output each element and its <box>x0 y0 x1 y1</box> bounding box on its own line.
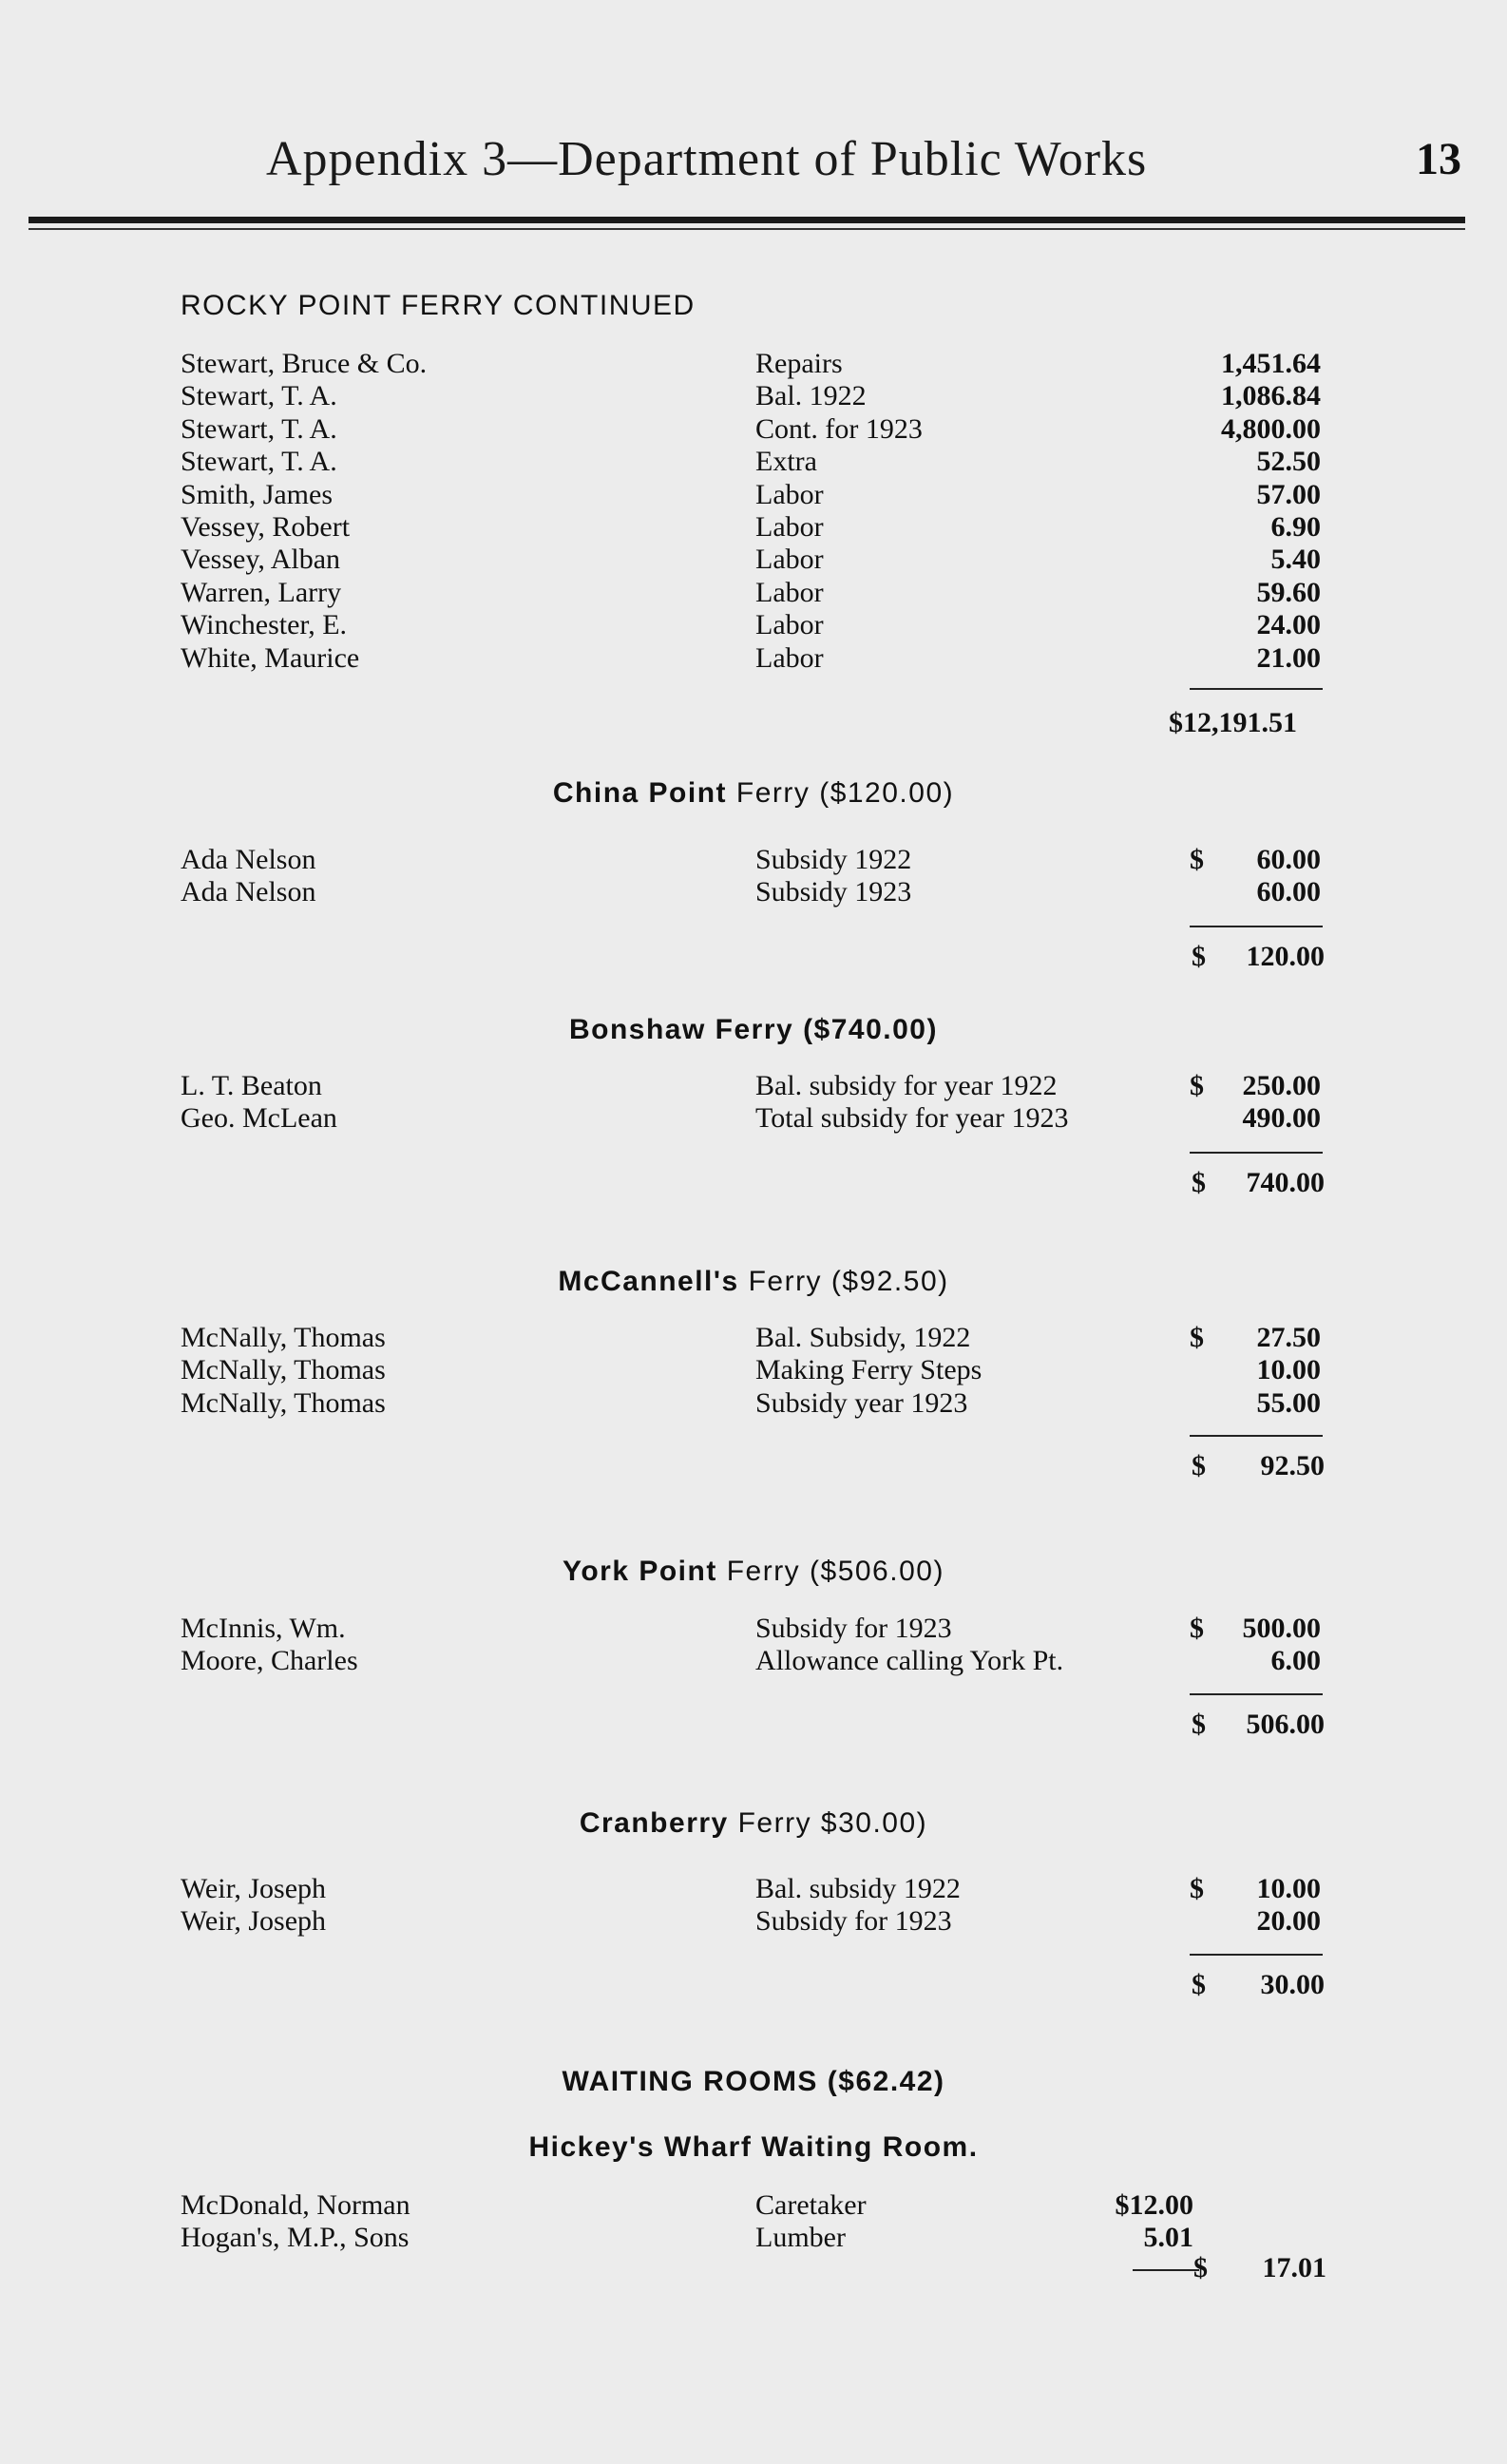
section-total-block <box>1192 1969 1325 2001</box>
item-description: Subsidy 1922 <box>755 844 912 875</box>
item-description: Repairs <box>755 348 843 379</box>
header-rule-thin <box>29 228 1465 230</box>
payee-name: Stewart, T. A. <box>181 446 337 478</box>
item-amount: $12.00 <box>1115 2189 1193 2221</box>
section-total-block <box>1193 2252 1326 2284</box>
section-total-block <box>1192 941 1325 973</box>
section-heading: ROCKY POINT FERRY CONTINUED <box>181 290 696 321</box>
payee-name: McNally, Thomas <box>181 1386 386 1419</box>
section-total: 92.50 <box>1260 1450 1325 1481</box>
payee-name: Vessey, Alban <box>181 544 341 576</box>
item-amount: 250.00 <box>1242 1070 1321 1101</box>
item-description: Making Ferry Steps <box>755 1354 982 1386</box>
ferry-budget: ($740.00) <box>803 1014 938 1045</box>
payee-name: McDonald, Norman <box>181 2189 410 2221</box>
mccannells-rows <box>0 1322 1507 1420</box>
wharf-name: Hickey's Wharf <box>528 2131 753 2163</box>
ledger-row <box>0 2222 1507 2254</box>
item-amount: 20.00 <box>1256 1905 1321 1938</box>
ledger-row <box>0 348 1507 380</box>
ledger-row <box>0 380 1507 412</box>
payee-name: Ada Nelson <box>181 844 316 875</box>
ferry-name: Bonshaw Ferry <box>568 1014 794 1045</box>
item-description: Bal. subsidy for year 1922 <box>755 1070 1058 1101</box>
section-rocky-point <box>0 290 1507 322</box>
item-description: Labor <box>755 576 824 608</box>
item-description: Caretaker <box>755 2189 867 2221</box>
ledger-row <box>0 577 1507 609</box>
item-description: Bal. subsidy 1922 <box>755 1873 961 1904</box>
payee-name: Moore, Charles <box>181 1645 358 1677</box>
dollar-sign: $ <box>1190 1322 1204 1353</box>
dollar-sign: $ <box>1190 844 1204 875</box>
dollar-sign: $ <box>1190 1873 1204 1904</box>
item-amount: 6.90 <box>1270 510 1321 543</box>
item-amount: 10.00 <box>1256 1873 1321 1904</box>
ledger-row <box>0 1873 1507 1905</box>
ferry-name: McCannell's <box>558 1266 739 1297</box>
section-mccannells <box>0 1266 1507 1298</box>
page-header-title: Appendix 3—Department of Public Works <box>266 132 1148 186</box>
payee-name: Winchester, E. <box>181 609 348 641</box>
section-heading <box>0 1807 1507 1840</box>
item-description: Labor <box>755 641 824 674</box>
item-amount: 57.00 <box>1256 478 1321 510</box>
item-description: Labor <box>755 478 824 510</box>
item-description: Labor <box>755 544 824 576</box>
dollar-sign: $ <box>1192 941 1206 972</box>
item-description: Total subsidy for year 1923 <box>755 1102 1069 1135</box>
item-amount: 490.00 <box>1242 1102 1321 1135</box>
ledger-row <box>0 413 1507 446</box>
section-total: 17.01 <box>1262 2252 1326 2283</box>
dollar-sign: $ <box>1190 1613 1204 1644</box>
ferry-name: York Point <box>563 1556 717 1587</box>
item-description: Labor <box>755 609 824 641</box>
payee-name: Warren, Larry <box>181 576 342 608</box>
section-china-point <box>0 777 1507 810</box>
item-amount: 27.50 <box>1256 1322 1321 1353</box>
section-total: 740.00 <box>1246 1167 1325 1198</box>
ferry-budget: Ferry ($120.00) <box>735 777 955 809</box>
header-rule <box>29 217 1465 223</box>
dollar-sign: $ <box>1192 1969 1206 2000</box>
subtotal-rule <box>1190 1954 1323 1956</box>
item-amount: 21.00 <box>1256 641 1321 674</box>
section-total: $12,191.51 <box>1169 707 1297 738</box>
item-amount: 24.00 <box>1256 609 1321 641</box>
dollar-sign: $ <box>1192 1450 1206 1481</box>
payee-name: Hogan's, M.P., Sons <box>181 2222 410 2254</box>
ferry-name: China Point <box>552 777 728 809</box>
item-description: Extra <box>755 446 817 478</box>
item-description: Subsidy 1923 <box>755 876 912 908</box>
section-total: 506.00 <box>1246 1709 1325 1740</box>
item-description: Bal. 1922 <box>755 380 867 412</box>
item-amount: 5.01 <box>1143 2222 1193 2254</box>
payee-name: Weir, Joseph <box>181 1873 327 1904</box>
item-amount: 500.00 <box>1242 1613 1321 1644</box>
section-waiting-rooms <box>0 2066 1507 2098</box>
item-amount: 60.00 <box>1256 844 1321 875</box>
payee-name: Weir, Joseph <box>181 1905 327 1938</box>
payee-name: Stewart, T. A. <box>181 412 337 445</box>
section-heading <box>0 1014 1507 1046</box>
item-amount: 1,451.64 <box>1221 348 1321 379</box>
ledger-row <box>0 1645 1507 1677</box>
ledger-row <box>0 642 1507 675</box>
item-amount: 1,086.84 <box>1221 380 1321 412</box>
section-total-block <box>1192 1450 1325 1482</box>
item-description: Subsidy year 1923 <box>755 1386 968 1419</box>
ledger-row <box>0 479 1507 511</box>
item-description: Subsidy for 1923 <box>755 1905 952 1938</box>
dollar-sign: $ <box>1192 1709 1206 1740</box>
payee-name: Stewart, T. A. <box>181 380 337 412</box>
item-description: Bal. Subsidy, 1922 <box>755 1322 971 1353</box>
ledger-row <box>0 609 1507 641</box>
section-heading <box>0 777 1507 810</box>
ledger-row <box>0 1070 1507 1102</box>
item-amount: 4,800.00 <box>1221 412 1321 445</box>
section-hickeys-wharf <box>0 2131 1507 2164</box>
item-description: Labor <box>755 510 824 543</box>
ledger-row <box>0 844 1507 876</box>
section-heading: WAITING ROOMS ($62.42) <box>562 2066 945 2097</box>
ledger-row <box>0 1387 1507 1420</box>
ledger-row <box>0 511 1507 544</box>
subtotal-rule <box>1190 1693 1323 1695</box>
china-point-rows <box>0 844 1507 909</box>
ledger-row <box>0 1354 1507 1386</box>
subtotal-rule <box>1190 1435 1323 1437</box>
item-amount: 10.00 <box>1256 1354 1321 1386</box>
waiting-room-rows <box>0 2189 1507 2255</box>
payee-name: L. T. Beaton <box>181 1070 322 1101</box>
ledger-row <box>0 446 1507 478</box>
ledger-row <box>0 1613 1507 1645</box>
bonshaw-rows <box>0 1070 1507 1136</box>
payee-name: Smith, James <box>181 478 334 510</box>
ledger-row <box>0 2189 1507 2222</box>
dollar-sign: $ <box>1190 1070 1204 1101</box>
subtotal-rule <box>1190 926 1323 927</box>
waiting-room-label: Waiting Room. <box>761 2131 979 2163</box>
section-cranberry <box>0 1807 1507 1840</box>
section-total-block <box>1192 1709 1325 1741</box>
item-description: Subsidy for 1923 <box>755 1613 952 1644</box>
sub-heading <box>0 2131 1507 2164</box>
page-number: 13 <box>1416 134 1461 184</box>
section-york-point <box>0 1556 1507 1588</box>
payee-name: McNally, Thomas <box>181 1354 386 1386</box>
dollar-sign: $ <box>1192 1167 1206 1198</box>
ledger-row <box>0 876 1507 908</box>
item-amount: 59.60 <box>1256 576 1321 608</box>
section-heading <box>0 1266 1507 1298</box>
item-amount: 60.00 <box>1256 876 1321 908</box>
item-amount: 6.00 <box>1270 1645 1321 1677</box>
subtotal-rule <box>1190 688 1323 690</box>
item-amount: 5.40 <box>1270 544 1321 576</box>
section-heading <box>0 1556 1507 1588</box>
item-amount: 52.50 <box>1256 446 1321 478</box>
ledger-row <box>0 544 1507 576</box>
ferry-name: Cranberry <box>579 1807 729 1839</box>
section-total: 30.00 <box>1260 1969 1325 2000</box>
payee-name: Geo. McLean <box>181 1102 337 1135</box>
dollar-sign: $ <box>1193 2252 1208 2283</box>
item-description: Allowance calling York Pt. <box>755 1645 1064 1677</box>
payee-name: Ada Nelson <box>181 876 316 908</box>
ferry-budget: Ferry $30.00) <box>737 1807 928 1839</box>
ledger-row <box>0 1322 1507 1354</box>
payee-name: White, Maurice <box>181 641 360 674</box>
subtotal-rule <box>1133 2269 1199 2271</box>
cranberry-rows <box>0 1873 1507 1939</box>
ledger-row <box>0 1905 1507 1938</box>
item-amount: 55.00 <box>1256 1386 1321 1419</box>
item-description: Cont. for 1923 <box>755 412 923 445</box>
ferry-budget: Ferry ($92.50) <box>748 1266 949 1297</box>
section-bonshaw <box>0 1014 1507 1046</box>
rocky-point-rows <box>0 348 1507 675</box>
payee-name: Stewart, Bruce & Co. <box>181 348 428 379</box>
subtotal-rule <box>1190 1152 1323 1154</box>
ledger-row <box>0 1102 1507 1135</box>
york-point-rows <box>0 1613 1507 1678</box>
payee-name: Vessey, Robert <box>181 510 351 543</box>
payee-name: McInnis, Wm. <box>181 1613 346 1644</box>
payee-name: McNally, Thomas <box>181 1322 386 1353</box>
ferry-budget: Ferry ($506.00) <box>726 1556 944 1587</box>
item-description: Lumber <box>755 2222 846 2254</box>
section-total-block <box>1192 1167 1325 1199</box>
section-total: 120.00 <box>1246 941 1325 972</box>
